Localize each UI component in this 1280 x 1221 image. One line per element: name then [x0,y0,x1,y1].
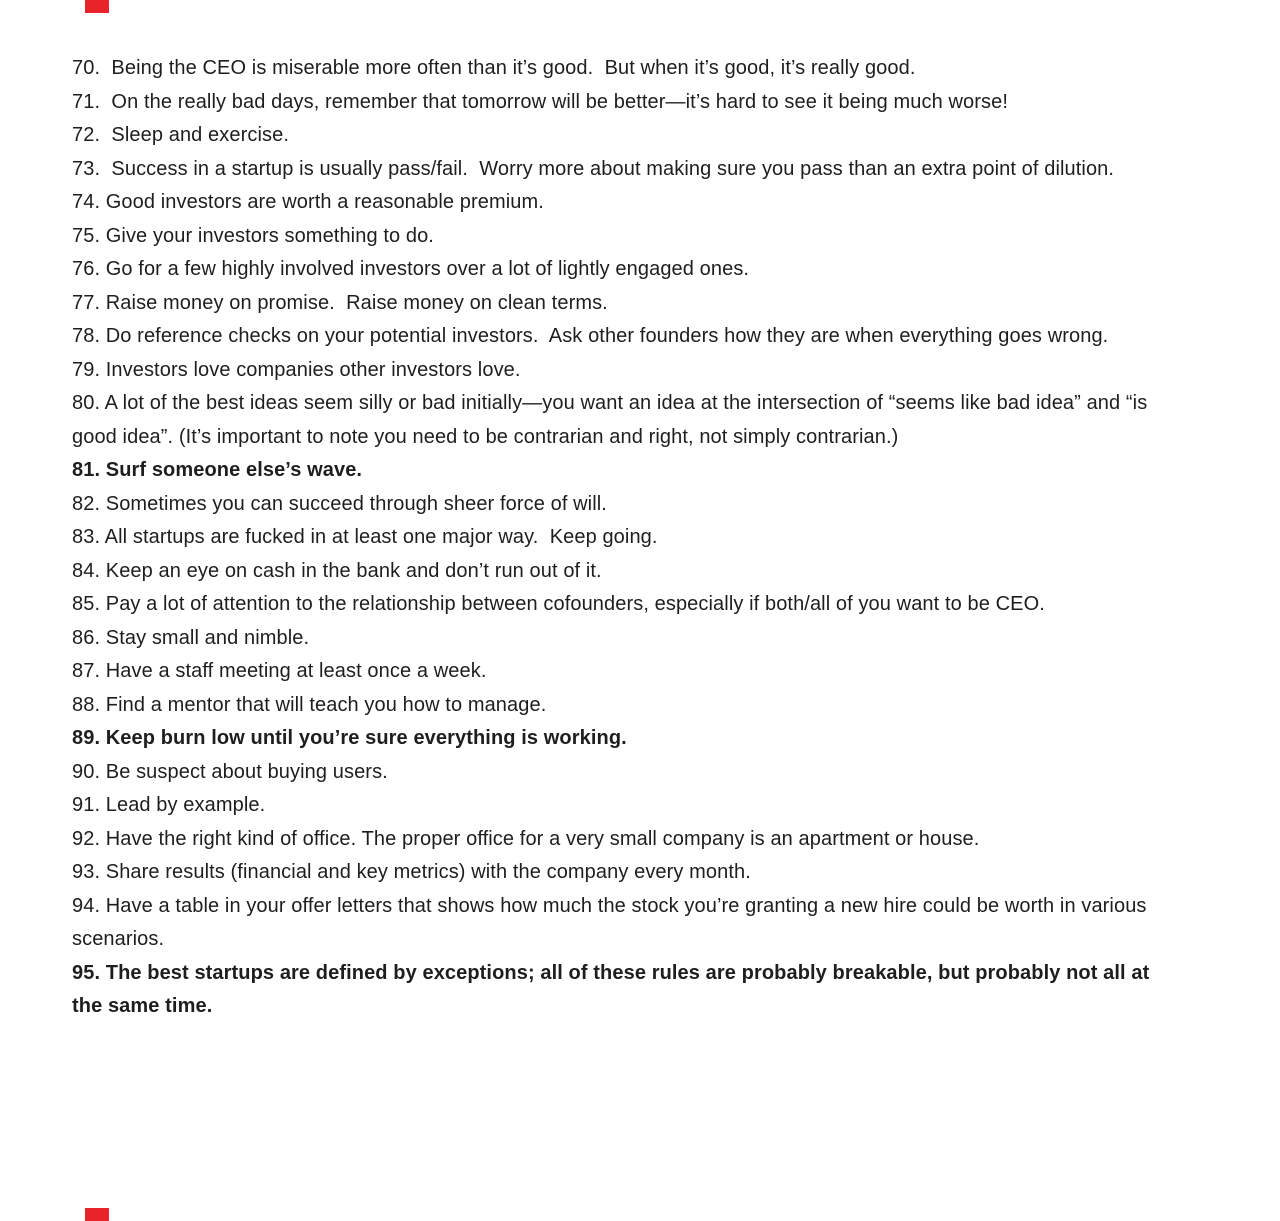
list-item: 88. Find a mentor that will teach you how to manage. [72,693,547,716]
list-item: 89. Keep burn low until you’re sure everything is working. [72,727,627,749]
list-item: 91. Lead by example. [72,794,266,816]
list-item: 78. Do reference checks on your potential investors. Ask other founders how they are when everything goes wrong. [72,325,1109,347]
list-item: 85. Pay a lot of attention to the relationship between cofounders, especially if both/all of you want to be CEO. [72,593,1045,615]
list-item: 77. Raise money on promise. Raise money on clean terms. [72,291,608,314]
list-item: 72. Sleep and exercise. [72,124,289,146]
list-item: 74. Good investors are worth a reasonable premium. [72,191,544,213]
list-item: 94. Have a table in your offer letters that shows how much the stock you’re granting a new hire could be worth in various scenarios. [72,894,1153,950]
list-item: 87. Have a staff meeting at least once a week. [72,660,487,682]
list-item: 93. Share results (financial and key metrics) with the company every month. [72,861,751,883]
list-item: 92. Have the right kind of office. The proper office for a very small company is an apartment or house. [72,827,980,850]
list-item: 71. On the really bad days, remember that tomorrow will be better—it’s hard to see it being much worse! [72,90,1009,113]
list-item: 75. Give your investors something to do. [72,224,434,247]
list-item: 80. A lot of the best ideas seem silly or bad initially—you want an idea at the intersection of “seems like bad idea” and “is good idea”. (It’s important to note you need to be contrarian and right, not simply contrarian.) [72,392,1153,448]
list-item: 82. Sometimes you can succeed through sheer force of will. [72,492,607,515]
list-item: 79. Investors love companies other investors love. [72,358,521,381]
list-item: 83. All startups are fucked in at least one major way. Keep going. [72,526,658,548]
list-item: 76. Go for a few highly involved investors over a lot of lightly engaged ones. [72,258,750,280]
advice-list [72,52,1184,1024]
list-item: 86. Stay small and nimble. [72,626,310,649]
list-item: 95. The best startups are defined by exceptions; all of these rules are probably breakable, but probably not all at the same time. [72,961,1156,1017]
list-item: 84. Keep an eye on cash in the bank and don’t run out of it. [72,559,602,582]
list-item: 73. Success in a startup is usually pass/fail. Worry more about making sure you pass than an extra point of dilution. [72,157,1115,180]
list-item: 70. Being the CEO is miserable more often than it’s good. But when it’s good, it’s really good. [72,57,916,79]
red-marker-bottom [85,1208,109,1221]
list-item: 81. Surf someone else’s wave. [72,459,363,481]
red-marker-top [85,0,109,13]
list-item: 90. Be suspect about buying users. [72,760,388,783]
